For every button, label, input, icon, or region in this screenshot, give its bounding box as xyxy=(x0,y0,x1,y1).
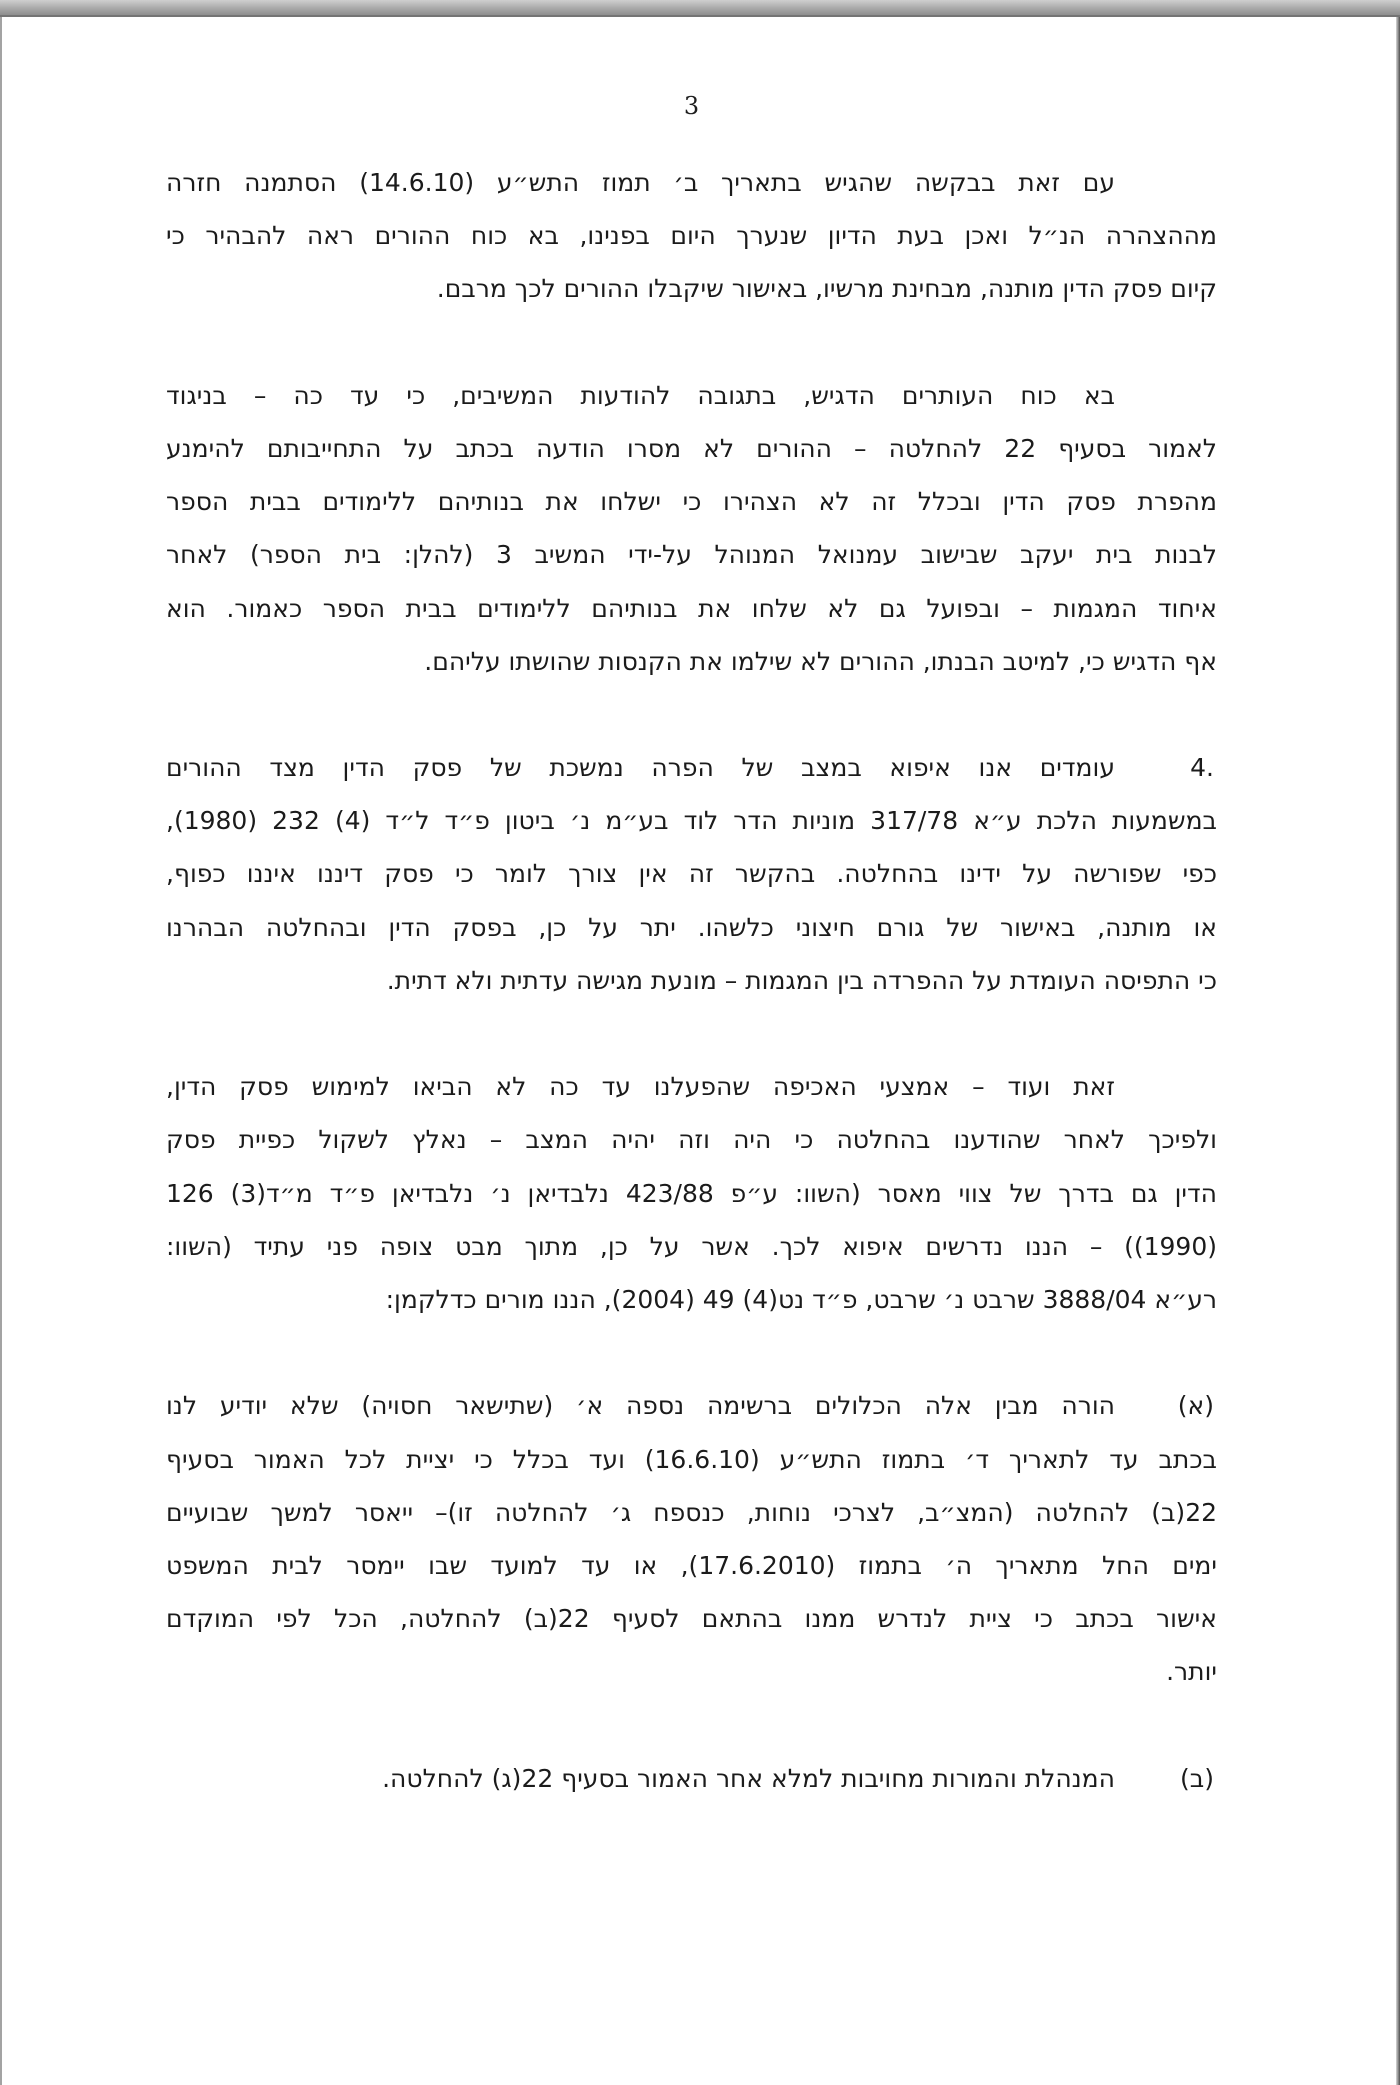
paragraph-line: זאת ועוד – אמצעי האכיפה שהפעלנו עד כה לא הביאו למימוש פסק הדין, xyxy=(166,1072,1115,1102)
paragraph-line: רע״א 3888/04 שרבט נ׳ שרבט, פ״ד נט(4) 49 (2004), הננו מורים כדלקמן: xyxy=(385,1284,1217,1314)
paragraph-line: לאמור בסעיף 22 להחלטה – ההורים לא מסרו הודעה בכתב על התחייבותם להימנע xyxy=(166,433,1218,463)
page-number: 3 xyxy=(683,92,700,120)
paragraph-line: יותר. xyxy=(1166,1657,1217,1687)
paragraph-line: מהפרת פסק הדין ובכלל זה לא הצהירו כי ישלחו את בנותיהם ללימודים בבית הספר xyxy=(166,487,1217,517)
paragraph-line: עם זאת בבקשה שהגיש בתאריך ב׳ תמוז התש״ע (14.6.10) הסתמנה חזרה xyxy=(166,168,1116,197)
paragraph-line: ימים החל מתאריך ה׳ בתמוז (17.6.2010), או עד למועד שבו יימסר לבית המשפט xyxy=(166,1550,1218,1580)
paragraph-line: לבנות בית יעקב שבישוב עמנואל המנוהל על-ידי המשיב 3 (להלן: בית הספר) לאחר xyxy=(166,540,1217,570)
paragraph-line: בא כוח העותרים הדגיש, בתגובה להודעות המשיבים, כי עד כה – בניגוד xyxy=(166,380,1115,410)
subsection-marker: (א) xyxy=(1177,1391,1214,1421)
paragraph-line: בכתב עד לתאריך ד׳ בתמוז התש״ע (16.6.10) ועד בכלל כי יציית לכל האמור בסעיף xyxy=(166,1444,1218,1474)
paragraph-line: אף הדגיש כי, למיטב הבנתו, ההורים לא שילמו את הקנסות שהושתו עליהם. xyxy=(424,646,1217,676)
paragraph-line: הורה מבין אלה הכלולים ברשימה נספה א׳ (שתישאר חסויה) שלא יודיע לנו xyxy=(166,1391,1115,1421)
paragraph-line: 22(ב) להחלטה (המצ״ב, לצרכי נוחות, כנספח ג׳ להחלטה זו)– ייאסר למשך שבועיים xyxy=(166,1497,1217,1527)
paragraph xyxy=(166,1060,1217,1326)
paragraph-line: אישור בכתב כי ציית לנדרש ממנו בהתאם לסעיף 22(ב) להחלטה, הכל לפי המוקדם xyxy=(166,1604,1217,1634)
paragraph xyxy=(166,369,1217,688)
numbered-paragraph xyxy=(166,741,1217,1007)
paragraph-line: כפי שפורשה על ידינו בהחלטה. בהקשר זה אין צורך לומר כי פסק דיננו איננו כפוף, xyxy=(166,859,1217,889)
paragraph-line: הדין גם בדרך של צווי מאסר (השוו: ע״פ 423/88 נלבדיאן נ׳ נלבדיאן פ״ד מ״ד(3) 126 xyxy=(166,1178,1217,1208)
paragraph-line: (1990)) – הננו נדרשים איפוא לכך. אשר על כן, מתוך מבט צופה פני עתיד (השוו: xyxy=(166,1231,1217,1261)
paragraph-line: או מותנה, באישור של גורם חיצוני כלשהו. יתר על כן, בפסק הדין ובהחלטה הבהרנו xyxy=(166,912,1217,942)
paragraph xyxy=(166,156,1217,316)
paragraph-line: במשמעות הלכת ע״א 317/78 מוניות הדר לוד בע״מ נ׳ ביטון פ״ד ל״ד (4) 232 (1980), xyxy=(166,806,1218,836)
paragraph-line: קיום פסק הדין מותנה, מבחינת מרשיו, באישור שיקבלו ההורים לכך מרבם. xyxy=(436,274,1217,304)
paragraph-line: ולפיכך לאחר שהודענו בהחלטה כי היה וזה יהיה המצב – נאלץ לשקול כפיית פסק xyxy=(166,1125,1217,1155)
subsection xyxy=(166,1379,1217,1698)
paragraph-line: כי התפיסה העומדת על ההפרדה בין המגמות – מונעת מגישה עדתית ולא דתית. xyxy=(386,965,1217,995)
paragraph-line: עומדים אנו איפוא במצב של הפרה נמשכת של פסק הדין מצד ההורים xyxy=(166,753,1115,783)
paragraph-line: איחוד המגמות – ובפועל גם לא שלחו את בנותיהם ללימודים בבית הספר כאמור. הוא xyxy=(166,593,1217,623)
paragraph-line: מההצהרה הנ״ל ואכן בעת הדיון שנערך היום בפנינו, בא כוח ההורים ראה להבהיר כי xyxy=(166,221,1217,251)
document-body xyxy=(166,156,1217,1858)
subsection-marker: (ב) xyxy=(1180,1763,1214,1793)
paragraph-number: 4. xyxy=(1190,753,1214,783)
viewer-top-bar xyxy=(0,0,1400,17)
document-page xyxy=(0,17,1400,2085)
paragraph-line: המנהלת והמורות מחויבות למלא אחר האמור בסעיף 22(ג) להחלטה. xyxy=(382,1763,1115,1793)
subsection xyxy=(166,1752,1217,1805)
